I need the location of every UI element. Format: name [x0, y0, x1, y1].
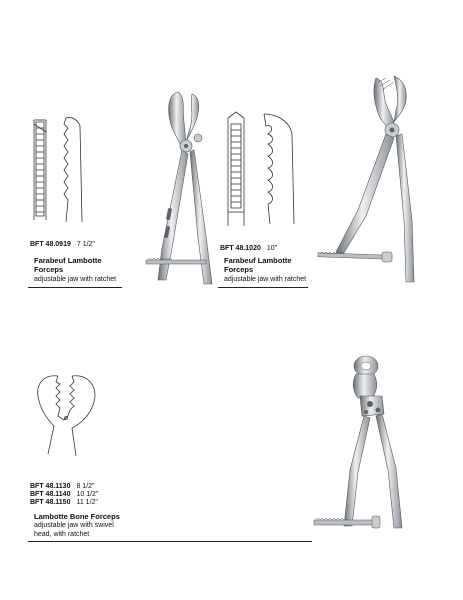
product-3-description-line2: head, with ratchet: [34, 531, 90, 538]
product-2-title-line2: Forceps: [224, 265, 254, 274]
product-1-code-row: [30, 240, 95, 249]
product-code: BFT 48.1140: [30, 491, 71, 498]
product-size: 10 1/2": [76, 491, 99, 498]
product-size: 11 1/2": [76, 499, 98, 506]
product-3-description-line1: adjustable jaw with swivel: [34, 522, 114, 529]
product-3-title: Lambotte Bone Forceps: [34, 512, 120, 521]
product-3-divider: [28, 541, 312, 542]
instrument-photo-2: [314, 70, 424, 290]
product-code: BFT 48.1130: [30, 483, 71, 490]
product-2-divider: [218, 287, 308, 288]
product-1-divider: [28, 287, 122, 288]
product-code: BFT 48.0919: [30, 241, 71, 248]
product-2-code-row: [220, 244, 277, 253]
product-code: BFT 48.1020: [220, 245, 261, 252]
jaw-detail-drawing-1: [26, 112, 96, 230]
jaw-detail-drawing-3: [28, 370, 108, 458]
instrument-photo-3: [312, 350, 412, 540]
jaw-detail-drawing-2: [222, 108, 302, 236]
product-2-title-line1: Farabeuf Lambotte: [224, 256, 292, 265]
product-3-code-row-3: [30, 498, 98, 507]
product-1-title-line1: Farabeuf Lambotte: [34, 256, 102, 265]
product-size: 10": [266, 245, 278, 252]
product-code: BFT 48.1150: [30, 499, 71, 506]
product-2-description: adjustable jaw with ratchet: [224, 276, 307, 283]
instrument-photo-1: [140, 88, 222, 288]
product-size: 8 1/2": [76, 483, 95, 490]
product-1-title-line2: Forceps: [34, 265, 64, 274]
product-1-description: adjustable jaw with ratchet: [34, 276, 117, 283]
product-size: 7 1/2": [76, 241, 95, 248]
